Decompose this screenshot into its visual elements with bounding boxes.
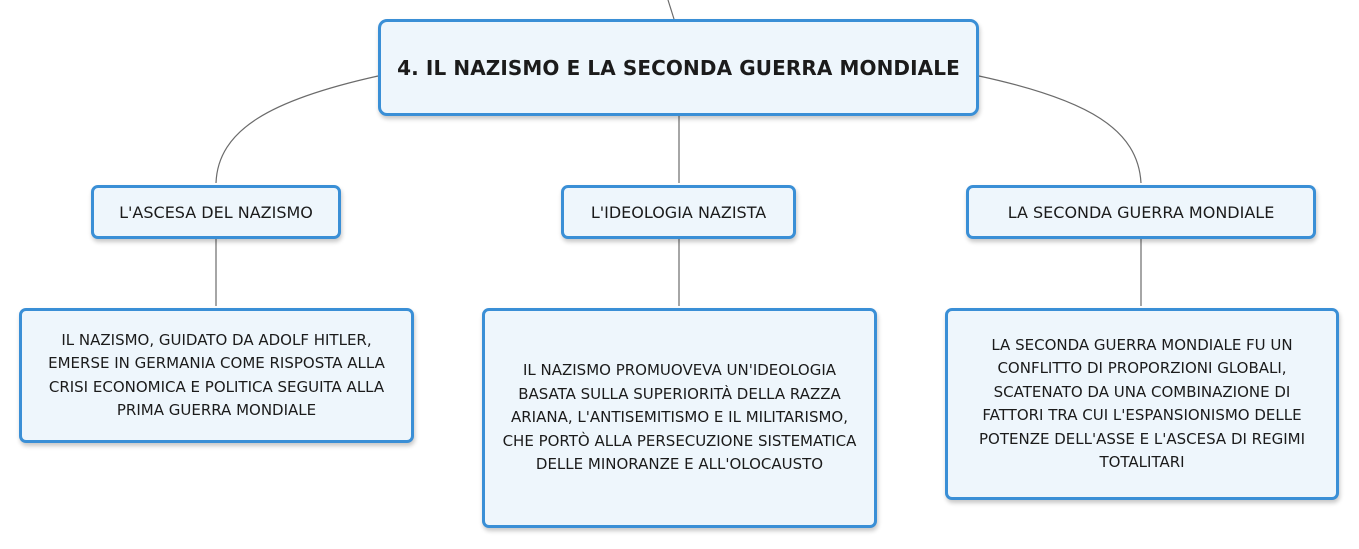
- topic-ascesa-del-nazismo[interactable]: [91, 185, 341, 239]
- detail-text: LA SECONDA GUERRA MONDIALE FU UN CONFLITTO DI PROPORZIONI GLOBALI, SCATENATO DA UNA COMBINAZIONE DI FATTORI TRA CUI L'ESPANSIONISMO DELLE POTENZE DELL'ASSE E L'ASCESA DI REGIMI TOTALITARI: [979, 335, 1305, 471]
- detail-seconda-guerra-mondiale[interactable]: [945, 308, 1339, 500]
- topic-title: LA SECONDA GUERRA MONDIALE: [1007, 202, 1275, 222]
- detail-ideologia-nazista[interactable]: [482, 308, 877, 528]
- detail-ascesa-del-nazismo[interactable]: [19, 308, 414, 443]
- detail-text: IL NAZISMO, GUIDATO DA ADOLF HITLER, EMERSE IN GERMANIA COME RISPOSTA ALLA CRISI ECONOMICA E POLITICA SEGUITA ALLA PRIMA GUERRA MONDIALE: [48, 330, 385, 419]
- topic-title: L'ASCESA DEL NAZISMO: [119, 202, 313, 222]
- parent-connector: [668, 0, 674, 19]
- topic-seconda-guerra-mondiale[interactable]: [966, 185, 1316, 239]
- detail-text: IL NAZISMO PROMUOVEVA UN'IDEOLOGIA BASATA SULLA SUPERIORITÀ DELLA RAZZA ARIANA, L'ANTISEMITISMO E IL MILITARISMO, CHE PORTÒ ALLA PERSECUZIONE SISTEMATICA DELLE MINORANZE E ALL'OLOCAUSTO: [502, 361, 857, 474]
- central-topic[interactable]: [378, 19, 979, 116]
- connector-central-guerra: [979, 76, 1141, 183]
- topic-title: L'IDEOLOGIA NAZISTA: [590, 202, 767, 222]
- connector-central-ascesa: [216, 76, 378, 183]
- topic-ideologia-nazista[interactable]: [561, 185, 796, 239]
- central-topic-title: 4. IL NAZISMO E LA SECONDA GUERRA MONDIALE: [397, 55, 960, 80]
